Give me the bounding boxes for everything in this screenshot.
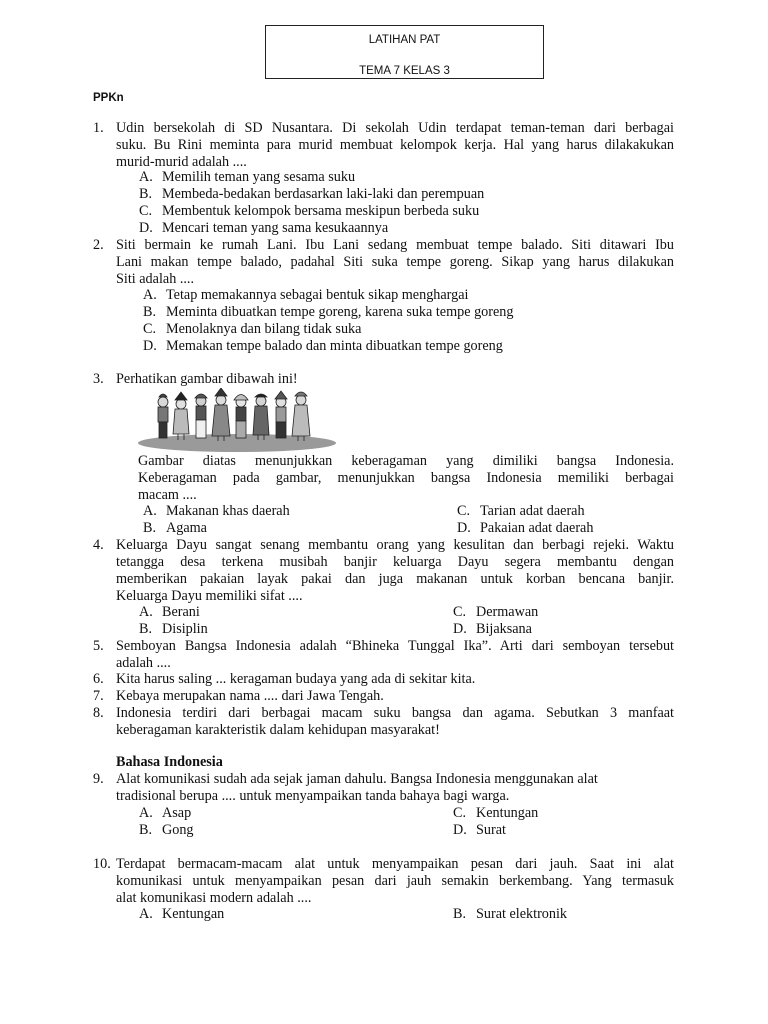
title-line-2: TEMA 7 KELAS 3 <box>359 65 450 77</box>
question-number: 7. <box>93 688 104 704</box>
traditional-clothing-illustration <box>137 388 337 452</box>
option-letter: B. <box>139 621 153 637</box>
question-line: Indonesia terdiri dari berbagai macam suku bangsa dan agama. Sebutkan 3 manfaat <box>116 705 674 721</box>
question-10 <box>116 856 674 907</box>
child-figure-5 <box>234 395 248 439</box>
option-letter: A. <box>139 805 153 821</box>
option-text: Membeda-bedakan berdasarkan laki-laki dan perempuan <box>162 186 485 202</box>
option-letter: C. <box>139 203 153 219</box>
option-text: Makanan khas daerah <box>166 503 290 519</box>
question-line: tetangga desa terkena musibah banjir keluarga Dayu segera membantu dengan <box>116 554 674 570</box>
option-letter: A. <box>139 906 153 922</box>
title-line-1: LATIHAN PAT <box>368 34 441 46</box>
question-line: Siti adalah .... <box>116 271 195 287</box>
question-7 <box>116 688 674 705</box>
child-figure-1 <box>158 394 168 438</box>
question-line: Kebaya merupakan nama .... dari Jawa Tengah. <box>116 688 384 704</box>
option-letter: B. <box>139 186 153 202</box>
question-line: Gambar diatas menunjukkan keberagaman yang dimiliki bangsa Indonesia. <box>138 453 674 469</box>
question-number: 5. <box>93 638 104 654</box>
option-text: Bijaksana <box>476 621 532 637</box>
option-text: Disiplin <box>162 621 208 637</box>
question-line: tradisional berupa .... untuk menyampaikan tanda bahaya bagi warga. <box>116 788 510 804</box>
option-letter: D. <box>453 621 467 637</box>
section-title-ppkn: PPKn <box>93 92 124 104</box>
option-text: Menolaknya dan bilang tidak suka <box>166 321 362 337</box>
child-figure-3 <box>195 394 207 438</box>
question-line: murid-murid adalah .... <box>116 154 247 170</box>
child-figure-4 <box>212 388 230 441</box>
option-text: Pakaian adat daerah <box>480 520 594 536</box>
question-line: Lani makan tempe balado, padahal Siti suka tempe goreng. Sikap yang harus dilakukan <box>116 254 674 270</box>
option-text: Kentungan <box>162 906 225 922</box>
question-number: 2. <box>93 237 104 253</box>
option-letter: A. <box>139 604 153 620</box>
question-line: memberikan pakaian layak pakai dan juga makanan untuk korban bencana banjir. <box>116 571 674 587</box>
question-line: Alat komunikasi sudah ada sejak jaman dahulu. Bangsa Indonesia menggunakan alat <box>116 771 598 787</box>
question-line: Keberagaman pada gambar, menunjukkan bangsa Indonesia memiliki berbagai <box>138 470 674 486</box>
question-6 <box>116 671 674 688</box>
option-text: Berani <box>162 604 200 620</box>
option-letter: A. <box>143 287 157 303</box>
option-text: Asap <box>162 805 192 821</box>
option-text: Meminta dibuatkan tempe goreng, karena suka tempe goreng <box>166 304 514 320</box>
option-letter: B. <box>453 906 467 922</box>
option-text: Agama <box>166 520 207 536</box>
child-figure-8 <box>292 392 310 441</box>
question-number: 3. <box>93 371 104 387</box>
child-figure-7 <box>275 391 287 438</box>
option-text: Kentungan <box>476 805 539 821</box>
question-number: 9. <box>93 771 104 787</box>
option-letter: B. <box>143 304 157 320</box>
option-letter: C. <box>453 805 467 821</box>
question-2 <box>116 237 674 288</box>
option-letter: B. <box>139 822 153 838</box>
question-line: Udin bersekolah di SD Nusantara. Di sekolah Udin terdapat teman-teman dari berbagai <box>116 120 674 136</box>
question-line: macam .... <box>138 487 197 503</box>
title-box <box>265 25 544 79</box>
option-text: Gong <box>162 822 194 838</box>
question-number: 6. <box>93 671 104 687</box>
question-line: komunikasi untuk menyampaikan pesan dari jauh semakin berkembang. Yang termasuk <box>116 873 674 889</box>
section-title-bahasa-indonesia: Bahasa Indonesia <box>116 754 223 770</box>
child-figure-6 <box>253 394 269 440</box>
option-letter: C. <box>143 321 157 337</box>
option-letter: A. <box>143 503 157 519</box>
option-letter: D. <box>453 822 467 838</box>
child-figure-2 <box>173 392 189 440</box>
question-line: suku. Bu Rini meminta para murid membuat kelompok kerja. Hal yang harus dilakakukan <box>116 137 674 153</box>
question-line: alat komunikasi modern adalah .... <box>116 890 312 906</box>
question-5 <box>116 638 674 672</box>
option-letter: C. <box>457 503 471 519</box>
question-line: adalah .... <box>116 655 171 671</box>
question-1 <box>116 120 674 171</box>
option-text: Tarian adat daerah <box>480 503 585 519</box>
question-line: Kita harus saling ... keragaman budaya yang ada di sekitar kita. <box>116 671 476 687</box>
question-9 <box>116 771 674 805</box>
question-3 <box>116 371 674 388</box>
option-letter: D. <box>457 520 471 536</box>
question-number: 10. <box>93 856 111 872</box>
question-number: 1. <box>93 120 104 136</box>
question-number: 4. <box>93 537 104 553</box>
option-letter: D. <box>143 338 157 354</box>
question-line: Siti bermain ke rumah Lani. Ibu Lani sedang membuat tempe balado. Siti ditawari Ibu <box>116 237 674 253</box>
option-text: Surat <box>476 822 506 838</box>
option-text: Memakan tempe balado dan minta dibuatkan tempe goreng <box>166 338 503 354</box>
question-line: Perhatikan gambar dibawah ini! <box>116 371 298 387</box>
option-letter: D. <box>139 220 153 236</box>
option-text: Mencari teman yang sama kesukaannya <box>162 220 389 236</box>
question-line: Keluarga Dayu sangat senang membantu orang yang kesulitan dan berbagi rejeki. Waktu <box>116 537 674 553</box>
option-text: Dermawan <box>476 604 539 620</box>
question-8 <box>116 705 674 739</box>
question-3-continued <box>138 453 674 504</box>
question-line: keberagaman karakteristik dalam kehidupan masyarakat! <box>116 722 440 738</box>
question-line: Semboyan Bangsa Indonesia adalah “Bhineka Tunggal Ika”. Arti dari semboyan tersebut <box>116 638 674 654</box>
question-4 <box>116 537 674 605</box>
question-line: Keluarga Dayu memiliki sifat .... <box>116 588 303 604</box>
option-letter: B. <box>143 520 157 536</box>
question-line: Terdapat bermacam-macam alat untuk menyampaikan pesan dari jauh. Saat ini alat <box>116 856 674 872</box>
option-text: Surat elektronik <box>476 906 568 922</box>
option-text: Membentuk kelompok bersama meskipun berbeda suku <box>162 203 480 219</box>
option-text: Memilih teman yang sesama suku <box>162 169 356 185</box>
question-number: 8. <box>93 705 104 721</box>
option-text: Tetap memakannya sebagai bentuk sikap menghargai <box>166 287 469 303</box>
option-letter: C. <box>453 604 467 620</box>
option-letter: A. <box>139 169 153 185</box>
